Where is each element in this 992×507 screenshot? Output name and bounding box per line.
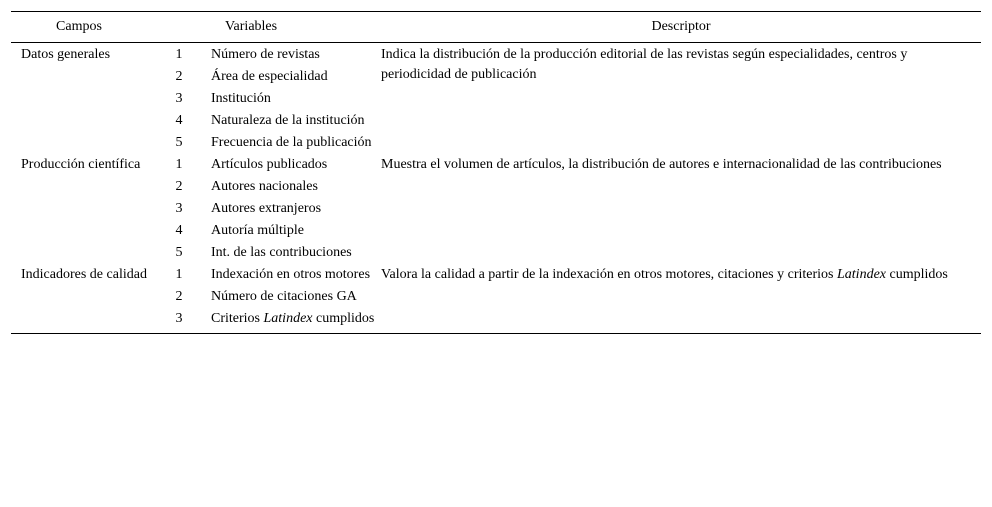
row-number: 2 bbox=[175, 69, 183, 84]
variable-name bbox=[211, 308, 381, 334]
variable-latindex: Latindex bbox=[263, 311, 313, 326]
descriptor-produccion-cientifica: Muestra el volumen de artículos, la distribución de autores e internacionalidad de las contribuciones bbox=[381, 157, 942, 172]
variable-name: Número de revistas bbox=[211, 47, 320, 62]
data-table bbox=[11, 11, 981, 334]
variable-name: Autores extranjeros bbox=[211, 201, 322, 216]
row-number: 2 bbox=[175, 289, 183, 304]
row-number: 1 bbox=[175, 157, 183, 172]
row-number: 4 bbox=[175, 223, 183, 238]
row-number: 4 bbox=[175, 113, 183, 128]
variable-name: Naturaleza de la institución bbox=[211, 113, 365, 128]
descriptor-text: Valora la calidad a partir de la indexación en otros motores, citaciones y criterios bbox=[381, 267, 837, 282]
variable-name: Indexación en otros motores bbox=[211, 267, 371, 282]
campo-produccion-cientifica: Producción científica bbox=[21, 157, 141, 172]
row-number: 1 bbox=[175, 47, 183, 62]
header-row bbox=[11, 12, 981, 43]
row-number: 2 bbox=[175, 179, 183, 194]
header-variables: Variables bbox=[225, 19, 278, 34]
descriptor-indicadores-calidad bbox=[381, 264, 981, 334]
header-descriptor: Descriptor bbox=[651, 19, 711, 34]
header-campos: Campos bbox=[56, 19, 102, 34]
campo-indicadores-calidad: Indicadores de calidad bbox=[21, 267, 147, 282]
variable-text: Criterios bbox=[211, 311, 264, 326]
variable-name: Institución bbox=[211, 91, 271, 106]
table-row bbox=[11, 264, 981, 286]
variable-name: Área de especialidad bbox=[211, 69, 328, 84]
row-number: 5 bbox=[175, 245, 183, 260]
variable-text-end: cumplidos bbox=[312, 311, 375, 326]
table-row bbox=[11, 43, 981, 67]
row-number: 3 bbox=[175, 91, 183, 106]
descriptor-latindex: Latindex bbox=[837, 267, 886, 282]
row-number: 3 bbox=[175, 311, 183, 326]
variable-name: Número de citaciones GA bbox=[211, 289, 357, 304]
variable-name: Autoría múltiple bbox=[211, 223, 304, 238]
variable-name: Frecuencia de la publicación bbox=[211, 135, 372, 150]
row-number: 3 bbox=[175, 201, 183, 216]
descriptor-datos-generales: Indica la distribución de la producción editorial de las revistas según especialidades, centros y periodicidad de publicación bbox=[381, 47, 908, 82]
variable-name: Autores nacionales bbox=[211, 179, 318, 194]
descriptor-text-end: cumplidos bbox=[886, 267, 948, 282]
campo-datos-generales: Datos generales bbox=[21, 47, 111, 62]
table-row bbox=[11, 154, 981, 176]
variable-name: Int. de las contribuciones bbox=[211, 245, 352, 260]
row-number: 5 bbox=[175, 135, 183, 150]
variable-name: Artículos publicados bbox=[211, 157, 328, 172]
row-number: 1 bbox=[175, 267, 183, 282]
